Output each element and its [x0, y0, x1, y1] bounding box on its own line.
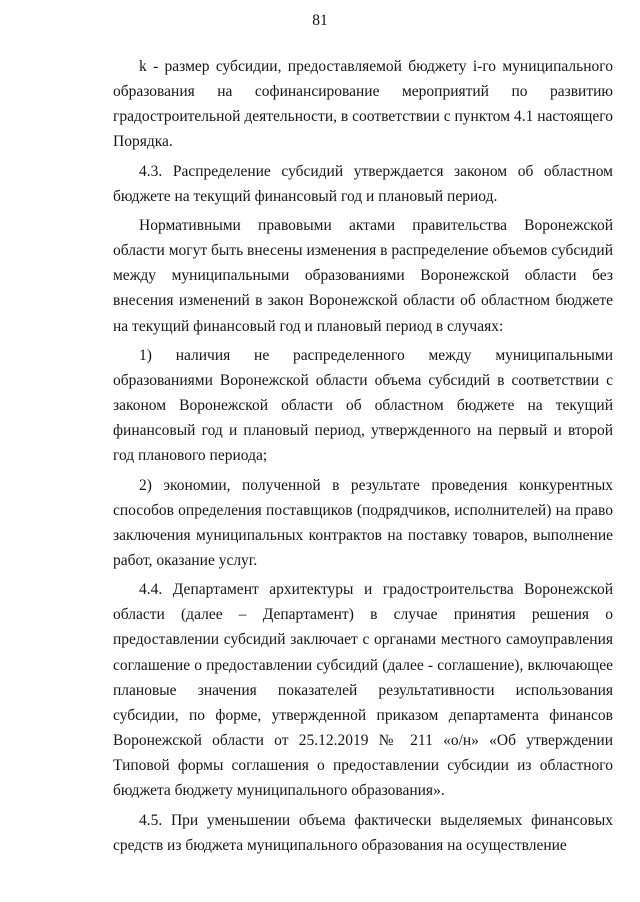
paragraph-normative-acts: Нормативными правовыми актами правительства Воронежской области могут быть внесены изменения в распределение объемов субсидий между муниципальными образованиями Воронежской области без внесения изменений в закон Воронежской области об областном бюджете на текущий финансовый год и плановый период в случаях: [113, 216, 613, 335]
page-number: 81 [312, 12, 328, 29]
document-body [113, 54, 613, 862]
paragraph-case-1: 1) наличия не распределенного между муниципальными образованиями Воронежской области объема субсидий в соответствии с законом Воронежской области об областном бюджете на текущий финансовый год и плановый период, утвержденного на первый и второй год планового периода; [113, 346, 613, 465]
paragraph-4-4: 4.4. Департамент архитектуры и градостроительства Воронежской области (далее – Департамент) в случае принятия решения о предоставлении субсидий заключает с органами местного самоуправления соглашение о предоставлении субсидий (далее - соглашение), включающее плановые значения показателей результативности использования субсидии, по форме, утвержденной приказом департамента финансов Воронежской области от 25.12.2019 № 211 «о/н» «Об утверждении Типовой формы соглашения о предоставлении субсидии из областного бюджета бюджету муниципального образования». [113, 581, 613, 800]
paragraph-4-3: 4.3. Распределение субсидий утверждается законом об областном бюджете на текущий финансовый год и плановый период. [113, 162, 613, 205]
paragraph-k-definition: k - размер субсидии, предоставляемой бюджету i-го муниципального образования на софинансирование мероприятий по развитию градостроительной деятельности, в соответствии с пунктом 4.1 настоящего Порядка. [113, 58, 613, 151]
paragraph-case-2: 2) экономии, полученной в результате проведения конкурентных способов определения поставщиков (подрядчиков, исполнителей) на право заключения муниципальных контрактов на поставку товаров, выполнение работ, оказание услуг. [113, 476, 613, 569]
paragraph-4-5: 4.5. При уменьшении объема фактически выделяемых финансовых средств из бюджета муниципального образования на осуществление [113, 811, 613, 854]
